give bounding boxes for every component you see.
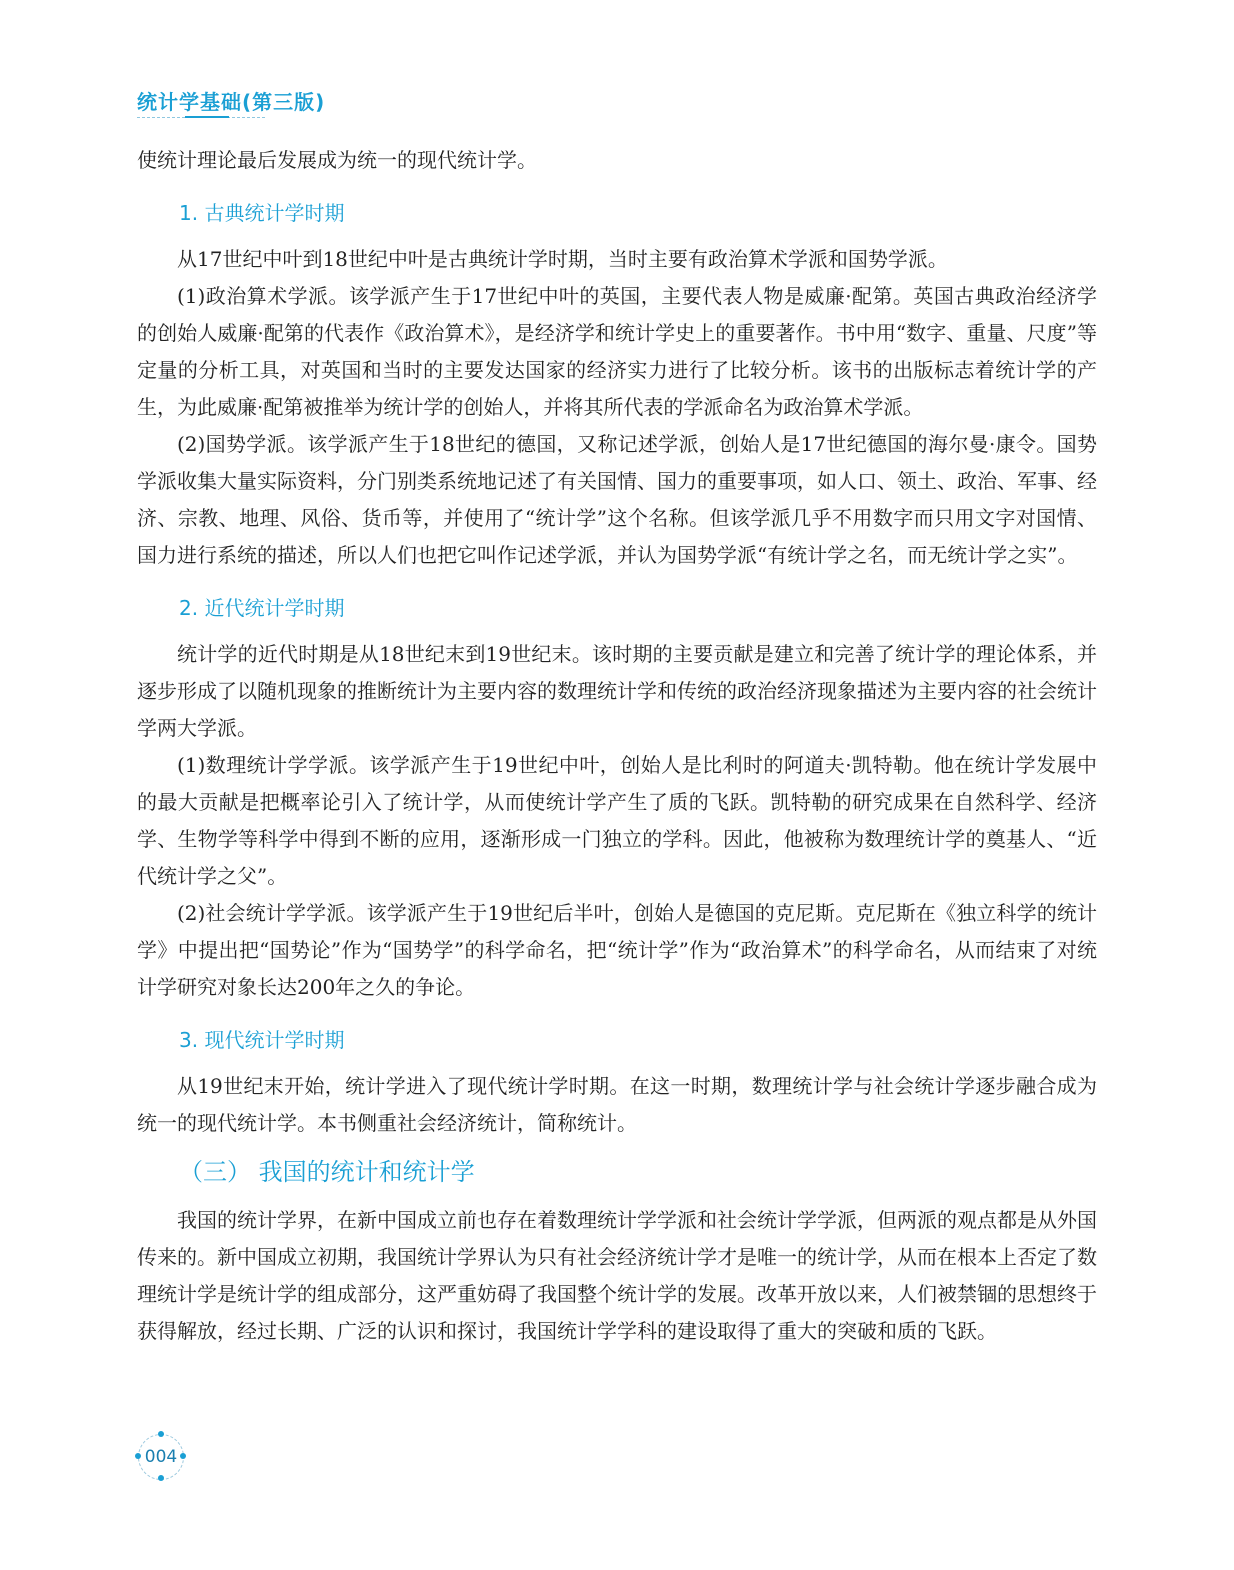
- intro-paragraph: 使统计理论最后发展成为统一的现代统计学。: [137, 148, 537, 172]
- section-heading-classical: 1. 古典统计学时期: [179, 201, 345, 225]
- header-rule-accent: [185, 116, 229, 118]
- page-number-dot-top: [158, 1431, 164, 1437]
- paragraph: (2)国势学派。该学派产生于18世纪的德国，又称记述学派，创始人是17世纪德国的海尔曼·康令。国势学派收集大量实际资料，分门别类系统地记述了有关国情、国力的重要事项，如人口、领土、政治、军事、经济、宗教、地理、风俗、货币等，并使用了“统计学”这个名称。但该学派几乎不用数字而只用文字对国情、国力进行系统的描述，所以人们也把它叫作记述学派，并认为国势学派“有统计学之名，而无统计学之实”。: [137, 432, 1097, 567]
- paragraph: 从19世纪末开始，统计学进入了现代统计学时期。在这一时期，数理统计学与社会统计学逐步融合成为统一的现代统计学。本书侧重社会经济统计，简称统计。: [137, 1074, 1097, 1135]
- page-number: [138, 1434, 184, 1480]
- paragraph: 我国的统计学界，在新中国成立前也存在着数理统计学学派和社会统计学学派，但两派的观点都是从外国传来的。新中国成立初期，我国统计学界认为只有社会经济统计学才是唯一的统计学，从而在根本上否定了数理统计学是统计学的组成部分，这严重妨碍了我国整个统计学的发展。改革开放以来，人们被禁锢的思想终于获得解放，经过长期、广泛的认识和探讨，我国统计学学科的建设取得了重大的突破和质的飞跃。: [137, 1208, 1097, 1343]
- paragraph: 统计学的近代时期是从18世纪末到19世纪末。该时期的主要贡献是建立和完善了统计学的理论体系，并逐步形成了以随机现象的推断统计为主要内容的数理统计学和传统的政治经济现象描述为主要内容的社会统计学两大学派。: [137, 642, 1097, 740]
- section-heading-modern-early: 2. 近代统计学时期: [179, 596, 345, 620]
- section-heading-contemporary: 3. 现代统计学时期: [179, 1028, 345, 1052]
- page-number-dot-left: [135, 1453, 141, 1459]
- paragraph: (1)政治算术学派。该学派产生于17世纪中叶的英国，主要代表人物是威廉·配第。英国古典政治经济学的创始人威廉·配第的代表作《政治算术》，是经济学和统计学史上的重要著作。书中用“数字、重量、尺度”等定量的分析工具，对英国和当时的主要发达国家的经济实力进行了比较分析。该书的出版标志着统计学的产生，为此威廉·配第被推举为统计学的创始人，并将其所代表的学派命名为政治算术学派。: [137, 284, 1097, 419]
- paragraph: (2)社会统计学学派。该学派产生于19世纪后半叶，创始人是德国的克尼斯。克尼斯在《独立科学的统计学》中提出把“国势论”作为“国势学”的科学命名，把“统计学”作为“政治算术”的科学命名，从而结束了对统计学研究对象长达200年之久的争论。: [137, 901, 1097, 999]
- running-header-title: 统计学基础(第三版): [137, 90, 326, 114]
- page-number-dot-right: [180, 1453, 186, 1459]
- page-number-text: 004: [144, 1447, 178, 1467]
- section-heading-china: （三） 我国的统计和统计学: [179, 1158, 475, 1186]
- paragraph: 从17世纪中叶到18世纪中叶是古典统计学时期，当时主要有政治算术学派和国势学派。: [177, 247, 948, 271]
- page-number-dot-bottom: [158, 1475, 164, 1481]
- paragraph: (1)数理统计学学派。该学派产生于19世纪中叶，创始人是比利时的阿道夫·凯特勒。他在统计学发展中的最大贡献是把概率论引入了统计学，从而使统计学产生了质的飞跃。凯特勒的研究成果在自然科学、经济学、生物学等科学中得到不断的应用，逐渐形成一门独立的学科。因此，他被称为数理统计学的奠基人、“近代统计学之父”。: [137, 753, 1097, 888]
- page-body: [137, 142, 1097, 1350]
